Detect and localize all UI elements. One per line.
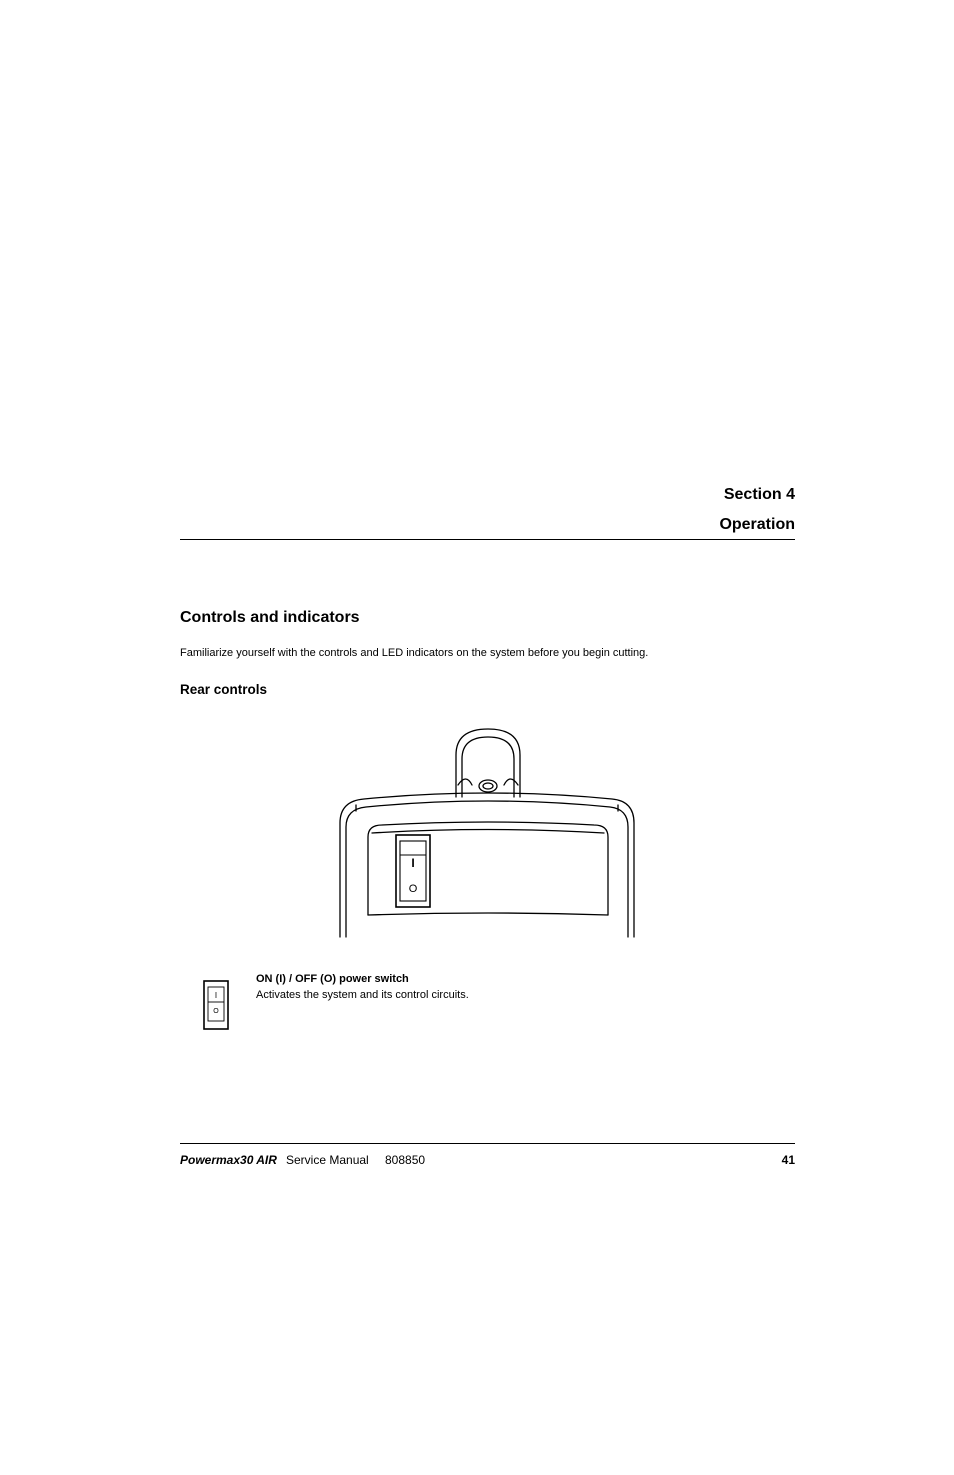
intro-paragraph: Familiarize yourself with the controls and LED indicators on the system before you begin cutting.	[180, 647, 649, 659]
footer-manual-name: Service Manual	[286, 1153, 369, 1167]
section-title: Operation	[719, 516, 795, 533]
figure-switch-off-symbol: O	[408, 883, 418, 895]
footer-product-name: Powermax30 AIR	[180, 1153, 277, 1167]
legend-icon-on-symbol: I	[214, 991, 218, 1000]
header-divider	[180, 539, 795, 540]
power-switch-icon	[203, 980, 229, 1030]
legend-icon-off-symbol: O	[213, 1008, 219, 1015]
page-number: 41	[781, 1153, 795, 1167]
footer-part-number: 808850	[385, 1153, 426, 1167]
legend-description: Activates the system and its control circuits.	[256, 989, 469, 1001]
legend-title: ON (I) / OFF (O) power switch	[256, 973, 409, 985]
subheading-rear-controls: Rear controls	[180, 682, 268, 697]
page-heading: Controls and indicators	[180, 609, 360, 626]
rear-panel-illustration	[336, 725, 640, 941]
figure-switch-on-symbol: I	[411, 856, 415, 870]
rear-power-switch	[396, 835, 430, 907]
footer-divider	[180, 1143, 795, 1144]
section-number: Section 4	[723, 486, 795, 503]
